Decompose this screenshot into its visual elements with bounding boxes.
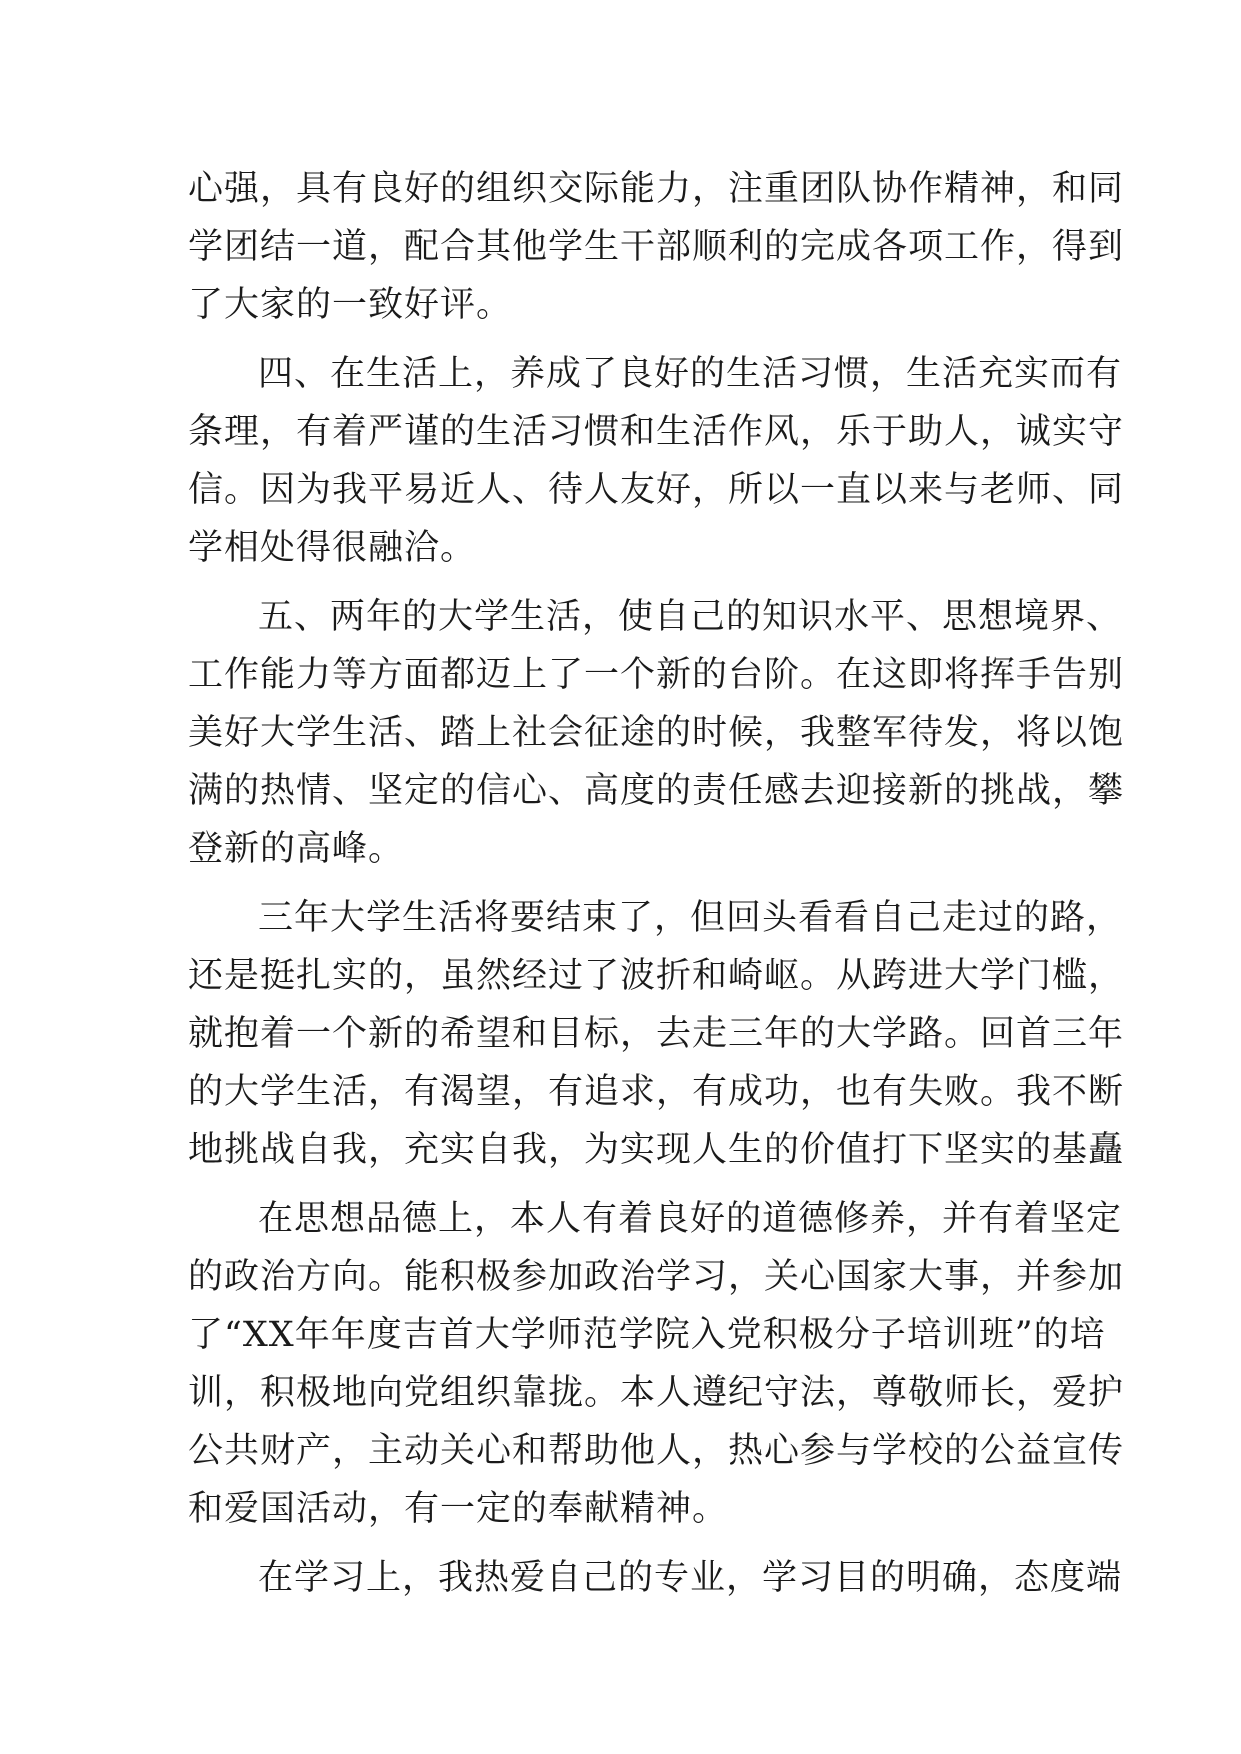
text-line: 五、两年的大学生活，使自己的知识水平、思想境界、 [258,597,1123,637]
text-line: 条理，有着严谨的生活习惯和生活作风，乐于助人，诚实守 [188,412,1125,452]
text-line: 三年大学生活将要结束了，但回头看看自己走过的路， [258,898,1123,938]
text-line: 在思想品德上，本人有着良好的道德修养，并有着坚定 [258,1199,1123,1239]
text-line: 工作能力等方面都迈上了一个新的台阶。在这即将挥手告别 [188,655,1125,695]
paragraph [188,1549,1123,1607]
text-line: 了大家的一致好评。 [188,285,513,325]
text-line: 学团结一道，配合其他学生干部顺利的完成各项工作，得到 [188,227,1125,267]
text-line: 地挑战自我，充实自我，为实现人生的价值打下坚实的基矗 [188,1130,1125,1170]
paragraph [188,1190,1125,1538]
text-line: 公共财产，主动关心和帮助他人，热心参与学校的公益宣传 [188,1431,1125,1471]
text-line: 的政治方向。能积极参加政治学习，关心国家大事，并参加 [188,1257,1125,1297]
text-line: 在学习上，我热爱自己的专业，学习目的明确，态度端 [258,1558,1123,1598]
text-line: 学相处得很融洽。 [188,528,477,568]
text-line: 训，积极地向党组织靠拢。本人遵纪守法，尊敬师长，爱护 [188,1373,1125,1413]
text-line: 的大学生活，有渴望，有追求，有成功，也有失败。我不断 [188,1072,1125,1112]
text-line: 心强，具有良好的组织交际能力，注重团队协作精神，和同 [188,169,1125,209]
text-line: 了“XX年年度吉首大学师范学院入党积极分子培训班”的培 [188,1315,1106,1355]
paragraph [188,588,1125,878]
text-line: 登新的高峰。 [188,829,405,869]
paragraph [188,889,1125,1179]
text-line: 还是挺扎实的，虽然经过了波折和崎岖。从跨进大学门槛， [188,956,1125,996]
text-line: 就抱着一个新的希望和目标，去走三年的大学路。回首三年 [188,1014,1125,1054]
paragraph [188,160,1125,334]
text-line: 满的热情、坚定的信心、高度的责任感去迎接新的挑战，攀 [188,771,1125,811]
text-line: 信。因为我平易近人、待人友好，所以一直以来与老师、同 [188,470,1125,510]
document-body [188,160,1125,1607]
text-line: 四、在生活上，养成了良好的生活习惯，生活充实而有 [258,354,1123,394]
text-line: 和爱国活动，有一定的奉献精神。 [188,1489,729,1529]
paragraph [188,345,1125,577]
text-line: 美好大学生活、踏上社会征途的时候，我整军待发，将以饱 [188,713,1125,753]
